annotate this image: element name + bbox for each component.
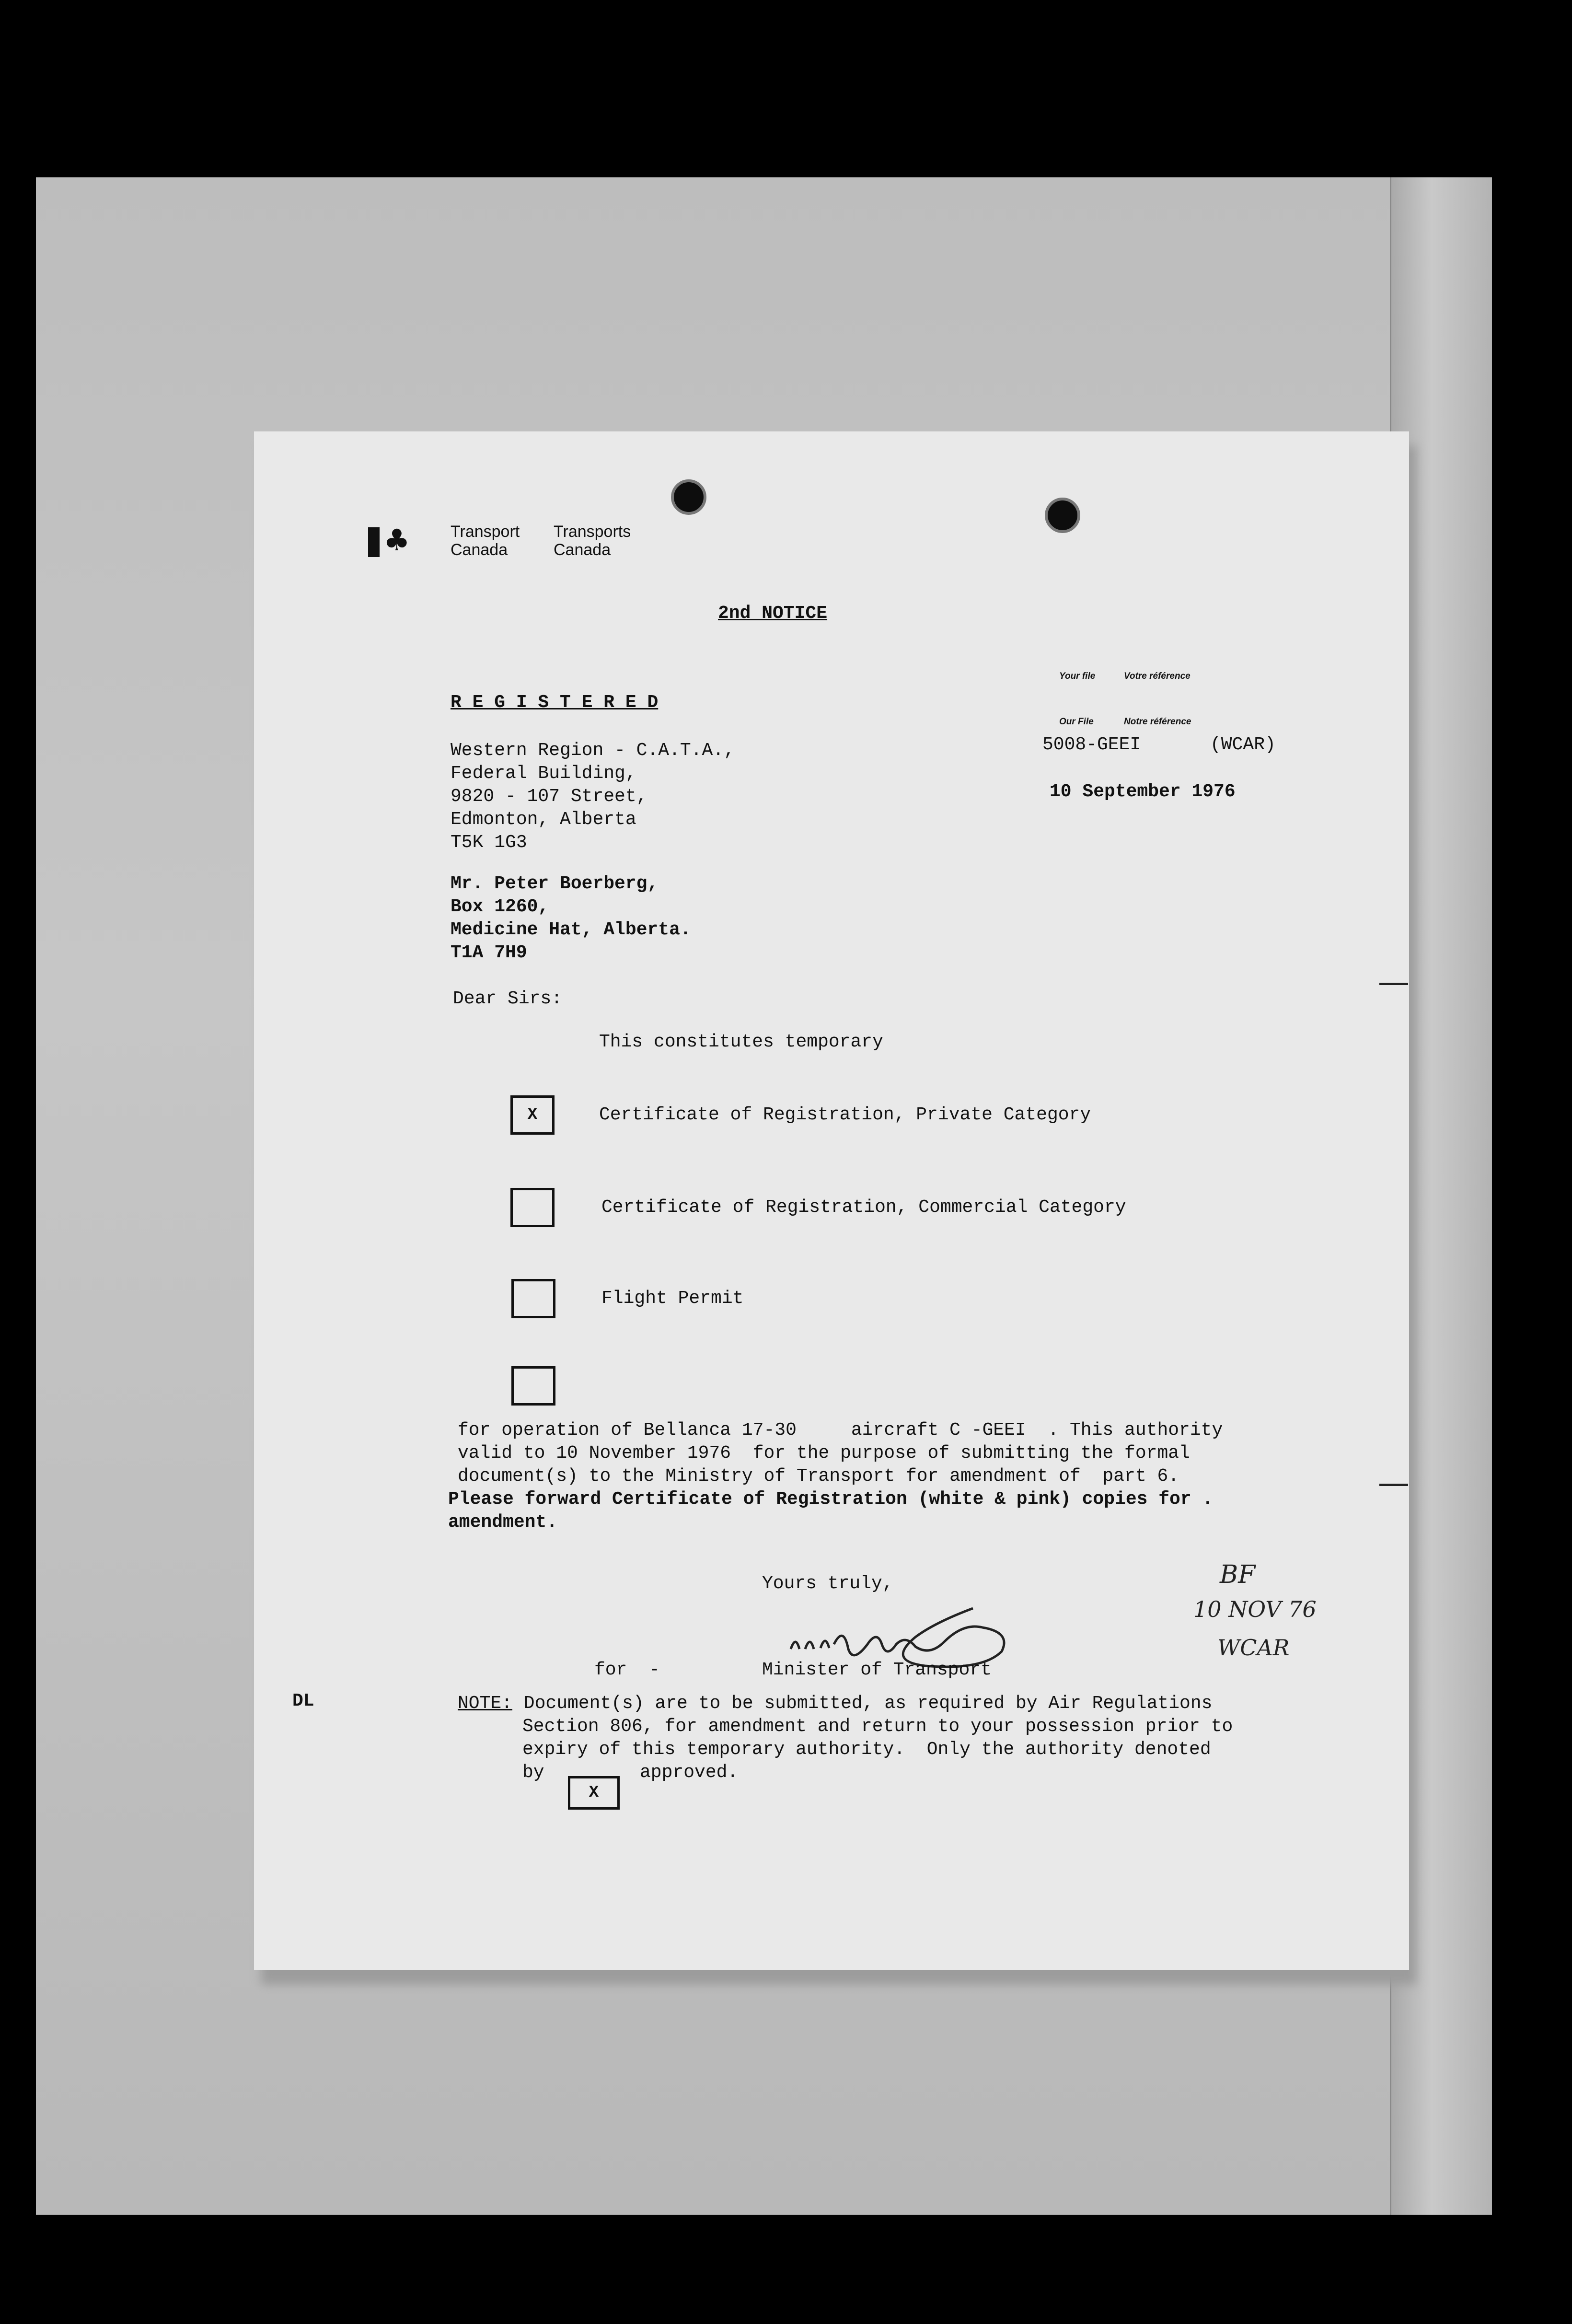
maple-leaf-icon: ♣ (383, 523, 410, 558)
option-label: Certificate of Registration, Private Category (599, 1104, 1091, 1125)
sender-line: Federal Building, (451, 763, 636, 784)
recipient-line: Medicine Hat, Alberta. (451, 919, 691, 940)
body-line: amendment. (448, 1512, 558, 1533)
your-file-label-fr: Votre référence (1124, 671, 1191, 681)
sender-line: 9820 - 107 Street, (451, 786, 647, 807)
our-file-label-fr: Notre référence (1124, 717, 1191, 727)
punch-hole-left (671, 479, 706, 515)
sender-line: Edmonton, Alberta (451, 809, 636, 830)
body-line: valid to 10 November 1976 for the purpose of submitting the formal (458, 1443, 1190, 1464)
option-label: Flight Permit (601, 1288, 744, 1309)
checkbox-private: X (510, 1095, 555, 1135)
note-checkbox: X (568, 1776, 620, 1810)
dept-name-en-2: Canada (451, 541, 508, 559)
our-file-label: Our File (1059, 717, 1094, 727)
recipient-line: T1A 7H9 (451, 942, 527, 963)
registered-heading: R E G I S T E R E D (451, 692, 659, 713)
option-label: Certificate of Registration, Commercial Category (601, 1197, 1126, 1218)
note-line: Section 806, for amendment and return to your possession prior to (522, 1716, 1233, 1737)
handwritten-wcar: WCAR (1217, 1635, 1290, 1661)
recipient-line: Box 1260, (451, 896, 549, 917)
body-line: for operation of Bellanca 17-30 aircraft C -GEEI . This authority (458, 1420, 1223, 1441)
your-file-label: Your file (1059, 671, 1096, 681)
margin-tick (1379, 1484, 1408, 1486)
typist-initials: DL (292, 1691, 314, 1711)
dept-name-en-1: Transport (451, 523, 520, 541)
wcar-code: (WCAR) (1210, 734, 1276, 755)
sender-line: T5K 1G3 (451, 832, 527, 853)
recipient-line: Mr. Peter Boerberg, (451, 873, 659, 894)
sender-line: Western Region - C.A.T.A., (451, 740, 735, 761)
intro-text: This constitutes temporary (599, 1032, 883, 1052)
closing-minister: Minister of Transport (762, 1660, 992, 1680)
note-line: approved. (640, 1762, 739, 1783)
closing-for: for - (594, 1660, 660, 1680)
handwritten-date: 10 NOV 76 (1193, 1596, 1317, 1622)
salutation: Dear Sirs: (453, 988, 563, 1009)
checkbox-commercial (510, 1188, 555, 1227)
margin-tick (1379, 983, 1408, 985)
canada-flag-bar-icon (368, 527, 380, 557)
checkbox-flight-permit (511, 1279, 555, 1318)
note-label: NOTE: (458, 1693, 513, 1714)
letter-page (254, 431, 1409, 1970)
body-line: document(s) to the Ministry of Transport for amendment of part 6. (458, 1466, 1179, 1487)
our-file-number: 5008-GEEI (1042, 734, 1141, 755)
note-line: expiry of this temporary authority. Only the authority denoted (522, 1739, 1211, 1760)
dept-name-fr-2: Canada (554, 541, 611, 559)
punch-hole-right (1045, 498, 1080, 533)
dept-name-fr-1: Transports (554, 523, 631, 541)
handwritten-bf: BF (1220, 1560, 1256, 1589)
letter-date: 10 September 1976 (1050, 781, 1236, 802)
body-line: Please forward Certificate of Registration (white & pink) copies for . (448, 1489, 1214, 1510)
note-line: Document(s) are to be submitted, as required by Air Regulations (513, 1693, 1213, 1714)
checkbox-blank (511, 1366, 555, 1406)
note-line: by (522, 1762, 544, 1783)
closing-yours: Yours truly, (762, 1573, 893, 1594)
notice-title: 2nd NOTICE (718, 603, 828, 624)
